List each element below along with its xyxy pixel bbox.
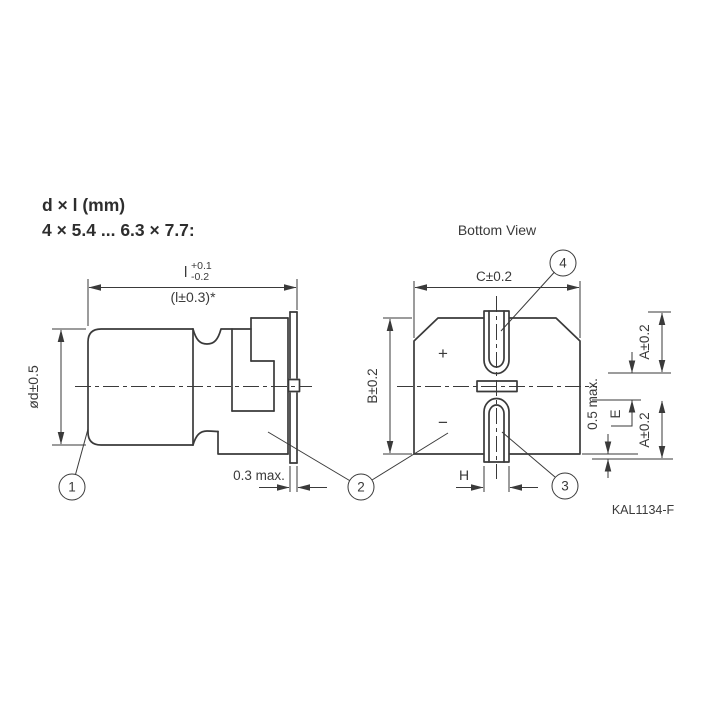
lead-cross-section [289,380,300,392]
l-dim-alt: (l±0.3)* [170,289,216,305]
a-bottom-dim-label: A±0.2 [637,412,652,448]
side-view [25,260,448,500]
callout-1-number: 1 [68,479,76,495]
pad-protrusion-label: 0.5 max. [585,378,600,430]
callout-2-leader-bottom [372,433,448,480]
l-dim-plus-tol: +0.1 [191,260,212,272]
bottom-view [365,250,673,499]
a-top-dim-label: A±0.2 [637,324,652,360]
callout-2-number: 2 [357,479,365,495]
drawing-code: KAL1134-F [611,503,675,517]
minus-mark: − [438,413,448,432]
c-dim-label: C±0.2 [476,269,512,284]
bead-top [193,329,251,344]
dia-dim-label: ød±0.5 [25,365,41,409]
lead-thickness-label: 0.3 max. [233,468,285,483]
l-dim-minus-tol: -0.2 [191,271,210,283]
size-spec-line1: d × l (mm) [42,195,126,215]
plus-mark: + [438,344,448,363]
bead-bottom [193,431,218,445]
size-spec-line2: 4 × 5.4 ... 6.3 × 7.7: [42,220,195,240]
callout-4-number: 4 [559,255,567,271]
l-dim-base: l [184,264,188,281]
callout-3-number: 3 [561,478,569,494]
bottom-view-title: Bottom View [457,222,537,238]
base-bottom-block [218,432,288,455]
h-dim-label: H [458,467,470,483]
callout-1-leader [76,429,89,475]
b-dim-label: B±0.2 [365,368,380,404]
e-dim-label: E [608,409,623,419]
